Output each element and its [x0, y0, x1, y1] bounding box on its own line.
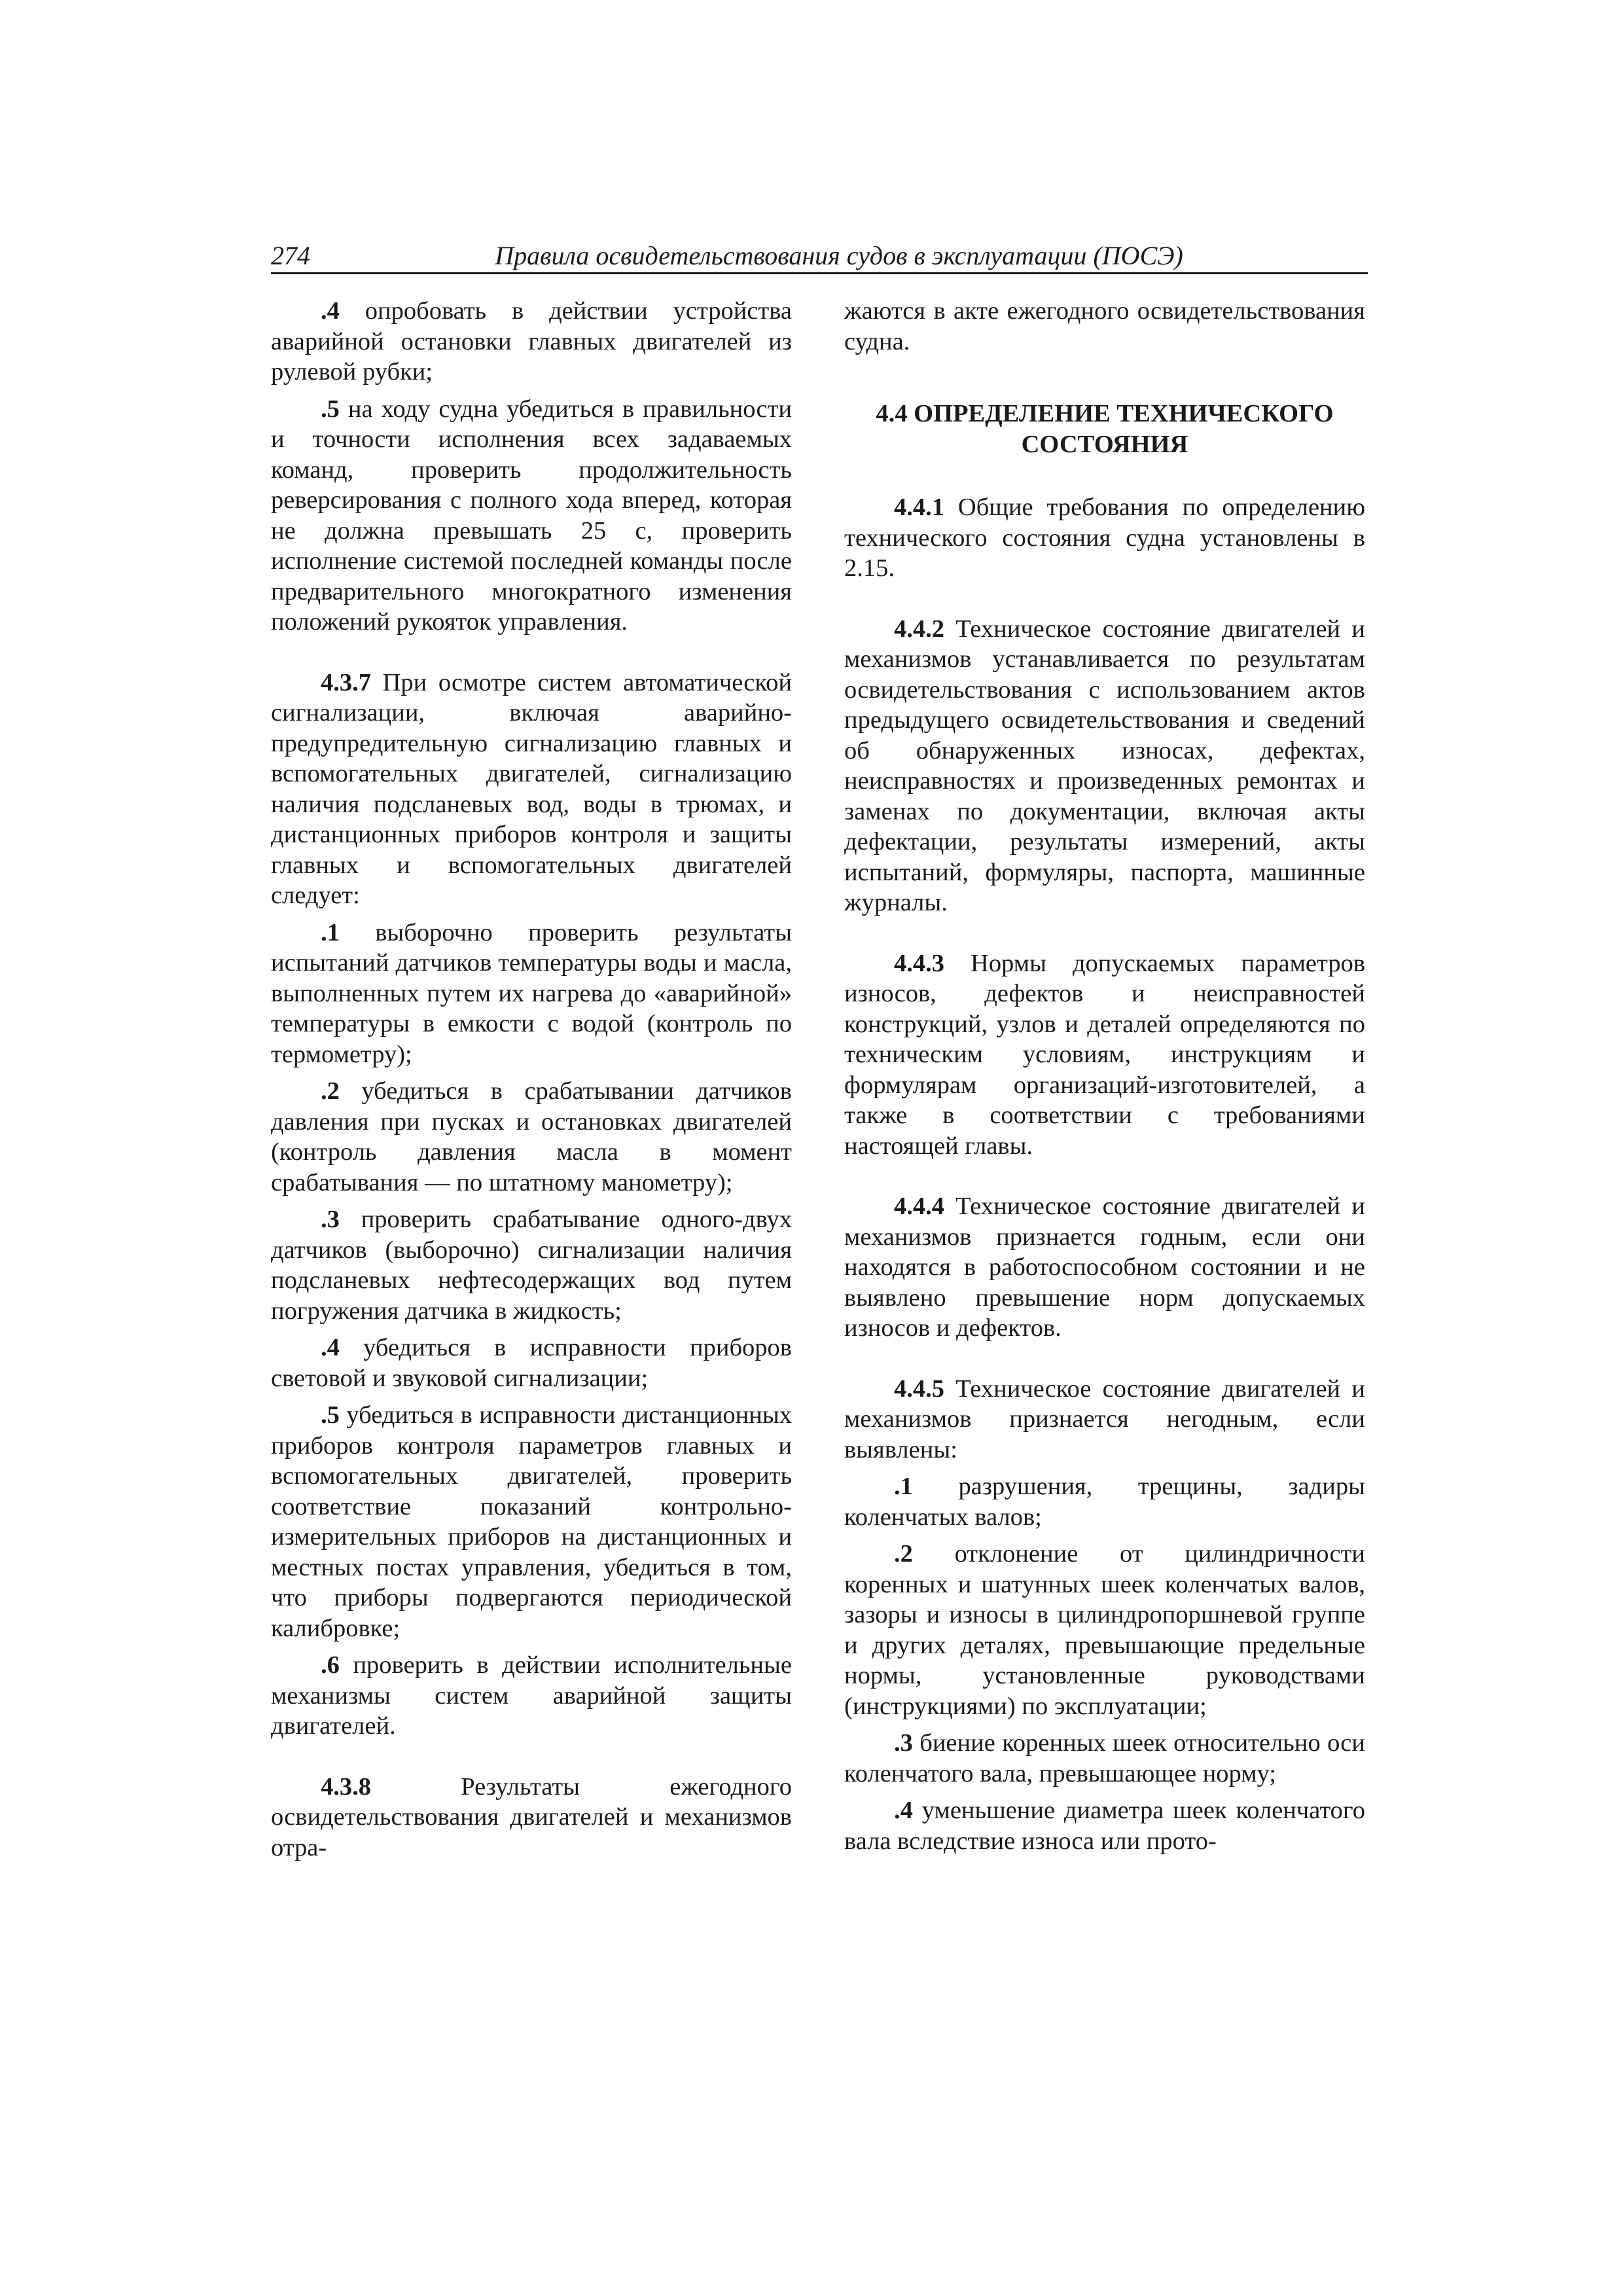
clause-4-3-7-item-1	[271, 918, 792, 1070]
clause-4-3-8	[271, 1772, 792, 1863]
item-text: убедиться в срабатывании датчиков давления при пусках и остановках двигателей (контроль давления масла в момент срабатывания — по штатному манометру);	[271, 1077, 792, 1196]
clause-4-3-7	[271, 668, 792, 911]
clause-text: Нормы допускаемых параметров износов, дефектов и неисправностей конструкций, узлов и деталей определяются по техническим условиям, инструкциям и формулярам организаций-изготовителей, а также в соответствии с требованиями настоящей главы.	[844, 949, 1365, 1160]
clause-4-4-2	[844, 614, 1365, 918]
clause-4-4-5	[844, 1374, 1365, 1465]
clause-text: Общие требования по определению технического состояния судна установлены в 2.15.	[844, 493, 1365, 582]
left-column	[271, 296, 792, 1863]
clause-text: При осмотре систем автоматической сигнализации, включая аварийно-предупредительную сигнализацию главных и вспомогательных двигателей, сигнализацию наличия подсланевых вод, воды в трюмах, и дистанционных приборов контроля и защиты главных и вспомогательных двигателей следует:	[271, 668, 792, 909]
item-number: .4	[321, 1334, 340, 1361]
paragraph-item-5	[271, 394, 792, 637]
item-text: на ходу судна убедиться в правильности и точности исполнения всех задаваемых команд, проверить продолжительность реверсирования с полного хода вперед, которая не должна превышать 25 с, проверить исполнение системой последней команды после предварительного многократного изменения положений рукояток управления.	[271, 395, 792, 636]
item-text: проверить срабатывание одного-двух датчиков (выборочно) сигнализации наличия подсланевых нефтесодержащих вод путем погружения датчика в жидкость;	[271, 1206, 792, 1325]
paragraph-item-4	[271, 296, 792, 387]
clause-number: 4.4.2	[894, 615, 944, 643]
item-number: .2	[894, 1540, 913, 1568]
clause-number: 4.4.5	[894, 1374, 944, 1403]
item-text: выборочно проверить результаты испытаний датчиков температуры воды и масла, выполненных путем их нагрева до «аварийной» температуры в емкости с водой (контроль по термометру);	[271, 918, 792, 1068]
page-number: 274	[271, 241, 310, 270]
item-number: .4	[321, 297, 340, 325]
clause-text: Техническое состояние двигателей и механизмов устанавливается по результатам освидетельствования с использованием актов предыдущего освидетельствования и сведений об обнаруженных износах, дефектах, неисправностях и произведенных ремонтах и заменах по документации, включая акты дефектации, результаты измерений, акты испытаний, формуляры, паспорта, машинные журналы.	[844, 615, 1365, 916]
section-heading: 4.4 ОПРЕДЕЛЕНИЕ ТЕХНИЧЕСКОГО СОСТОЯНИЯ	[876, 400, 1334, 458]
clause-4-4-5-item-3	[844, 1728, 1365, 1789]
item-number: .1	[894, 1473, 913, 1500]
item-number: .3	[321, 1206, 340, 1233]
item-text: убедиться в исправности приборов световой и звуковой сигнализации;	[271, 1334, 792, 1392]
right-column	[844, 296, 1365, 1856]
clause-4-4-3	[844, 948, 1365, 1162]
item-number: .3	[894, 1729, 913, 1757]
clause-4-4-1	[844, 492, 1365, 584]
item-text: биение коренных шеек относительно оси коленчатого вала, превышающее норму;	[844, 1729, 1365, 1787]
page-header	[271, 241, 1368, 274]
item-number: .4	[894, 1797, 913, 1824]
clause-4-3-7-item-6	[271, 1650, 792, 1742]
running-title: Правила освидетельствования судов в эксплуатации (ПОСЭ)	[495, 241, 1183, 270]
item-number: .5	[321, 1401, 340, 1429]
clause-4-4-5-item-2	[844, 1539, 1365, 1721]
item-text: опробовать в действии устройства аварийной остановки главных двигателей из рулевой рубки;	[271, 297, 792, 386]
clause-4-3-7-item-3	[271, 1204, 792, 1326]
item-text: проверить в действии исполнительные механизмы систем аварийной защиты двигателей.	[271, 1651, 792, 1740]
clause-number: 4.4.4	[894, 1193, 944, 1220]
clause-number: 4.3.8	[321, 1772, 371, 1801]
item-number: .1	[321, 918, 340, 946]
item-number: .2	[321, 1077, 340, 1105]
clause-4-4-4	[844, 1191, 1365, 1344]
clause-4-3-7-item-4	[271, 1333, 792, 1393]
clause-number: 4.3.7	[321, 668, 371, 696]
item-text: уменьшение диаметра шеек коленчатого вала вследствие износа или прото-	[844, 1797, 1365, 1855]
item-text: отклонение от цилиндричности коренных и шатунных шеек коленчатых валов, зазоры и износы в цилиндропоршневой группе и других деталях, превышающие предельные нормы, установленные руководствами (инструкциями) по эксплуатации;	[844, 1540, 1365, 1720]
item-text: разрушения, трещины, задиры коленчатых валов;	[844, 1473, 1365, 1531]
clause-4-3-8-continuation: жаются в акте ежегодного освидетельствования судна.	[844, 297, 1365, 355]
clause-number: 4.4.1	[894, 493, 944, 521]
clause-text: Техническое состояние двигателей и механизмов признается годным, если они находятся в работоспособном состоянии и не выявлено превышение норм допускаемых износов и дефектов.	[844, 1193, 1365, 1342]
clause-number: 4.4.3	[894, 949, 944, 977]
clause-4-4-5-item-4	[844, 1795, 1365, 1856]
clause-4-3-7-item-5	[271, 1400, 792, 1643]
clause-4-4-5-item-1	[844, 1471, 1365, 1532]
item-number: .6	[321, 1651, 340, 1679]
item-number: .5	[321, 395, 340, 423]
clause-text: Результаты ежегодного освидетельствования двигателей и механизмов отра-	[271, 1772, 792, 1861]
clause-4-3-7-item-2	[271, 1076, 792, 1198]
item-text: убедиться в исправности дистанционных приборов контроля параметров главных и вспомогательных двигателей, проверить соответствие показаний контрольно-измерительных приборов на дистанционных и местных постах управления, убедиться в том, что приборы подвергаются периодической калибровке;	[271, 1401, 792, 1642]
clause-text: Техническое состояние двигателей и механизмов признается негодным, если выявлены:	[844, 1374, 1365, 1463]
